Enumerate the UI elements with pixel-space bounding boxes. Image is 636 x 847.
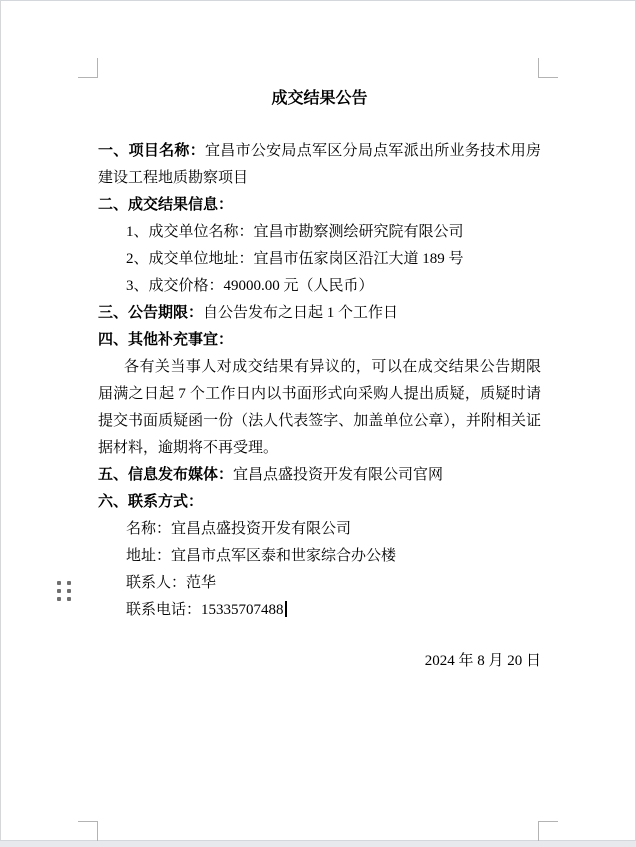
result-item-winner-address[interactable]: 2、成交单位地址：宜昌市伍家岗区沿江大道 189 号	[126, 251, 464, 267]
contact-item-person[interactable]: 联系人：范华	[126, 575, 217, 591]
document-date[interactable]: 2024 年 8 月 20 日	[424, 653, 541, 669]
section-result-label: 二、成交结果信息：	[98, 197, 234, 213]
section-supplement-label: 四、其他补充事宜：	[98, 332, 234, 348]
document-content[interactable]	[98, 79, 541, 675]
section-contact-heading[interactable]	[98, 489, 541, 516]
section-announcement-period[interactable]	[98, 300, 541, 327]
result-item-price[interactable]: 3、成交价格：49000.00 元（人民币）	[126, 278, 374, 294]
margin-mark-bottom-right-icon	[538, 821, 558, 841]
section-contact-label: 六、联系方式：	[98, 494, 204, 510]
dot	[57, 597, 61, 601]
section-project-label: 一、项目名称：	[98, 143, 205, 159]
section-publish-media[interactable]	[98, 462, 541, 489]
section-result-heading[interactable]	[98, 192, 541, 219]
contact-item-name[interactable]: 名称：宜昌点盛投资开发有限公司	[126, 521, 352, 537]
contact-item-address[interactable]: 地址：宜昌市点军区泰和世家综合办公楼	[126, 548, 397, 564]
section-project-content: 宜昌市公安局点军区分局点军派出所业务技术用房建设工程地质勘察项目	[98, 143, 541, 186]
section-project-name[interactable]	[98, 138, 541, 192]
result-item-winner-name[interactable]: 1、成交单位名称：宜昌市勘察测绘研究院有限公司	[126, 224, 464, 240]
dot	[67, 581, 71, 585]
section-period-label: 三、公告期限：	[98, 305, 204, 321]
contact-phone-text: 联系电话：15335707488	[126, 602, 284, 618]
document-title: 成交结果公告	[271, 90, 368, 107]
section-supplement-heading[interactable]	[98, 327, 541, 354]
supplement-paragraph[interactable]: 各有关当事人对成交结果有异议的，可以在成交结果公告期限届满之日起 7 个工作日内以书面形式向采购人提出质疑，质疑时请提交书面质疑函一份（法人代表签字、加盖单位公章），并附相关证据材料，逾期将不再受理。	[98, 359, 541, 456]
dot	[57, 589, 61, 593]
contact-item-phone[interactable]	[98, 597, 541, 624]
margin-mark-top-left-icon	[78, 58, 98, 78]
dot	[67, 597, 71, 601]
section-period-content: 自公告发布之日起 1 个工作日	[203, 305, 399, 321]
text-cursor	[285, 601, 287, 617]
section-media-label: 五、信息发布媒体：	[98, 467, 234, 483]
section-media-content: 宜昌点盛投资开发有限公司官网	[233, 467, 444, 483]
margin-mark-bottom-left-icon	[78, 821, 98, 841]
dot	[67, 589, 71, 593]
margin-mark-top-right-icon	[538, 58, 558, 78]
dot	[57, 581, 61, 585]
drag-handle-dots-icon[interactable]	[57, 581, 71, 601]
